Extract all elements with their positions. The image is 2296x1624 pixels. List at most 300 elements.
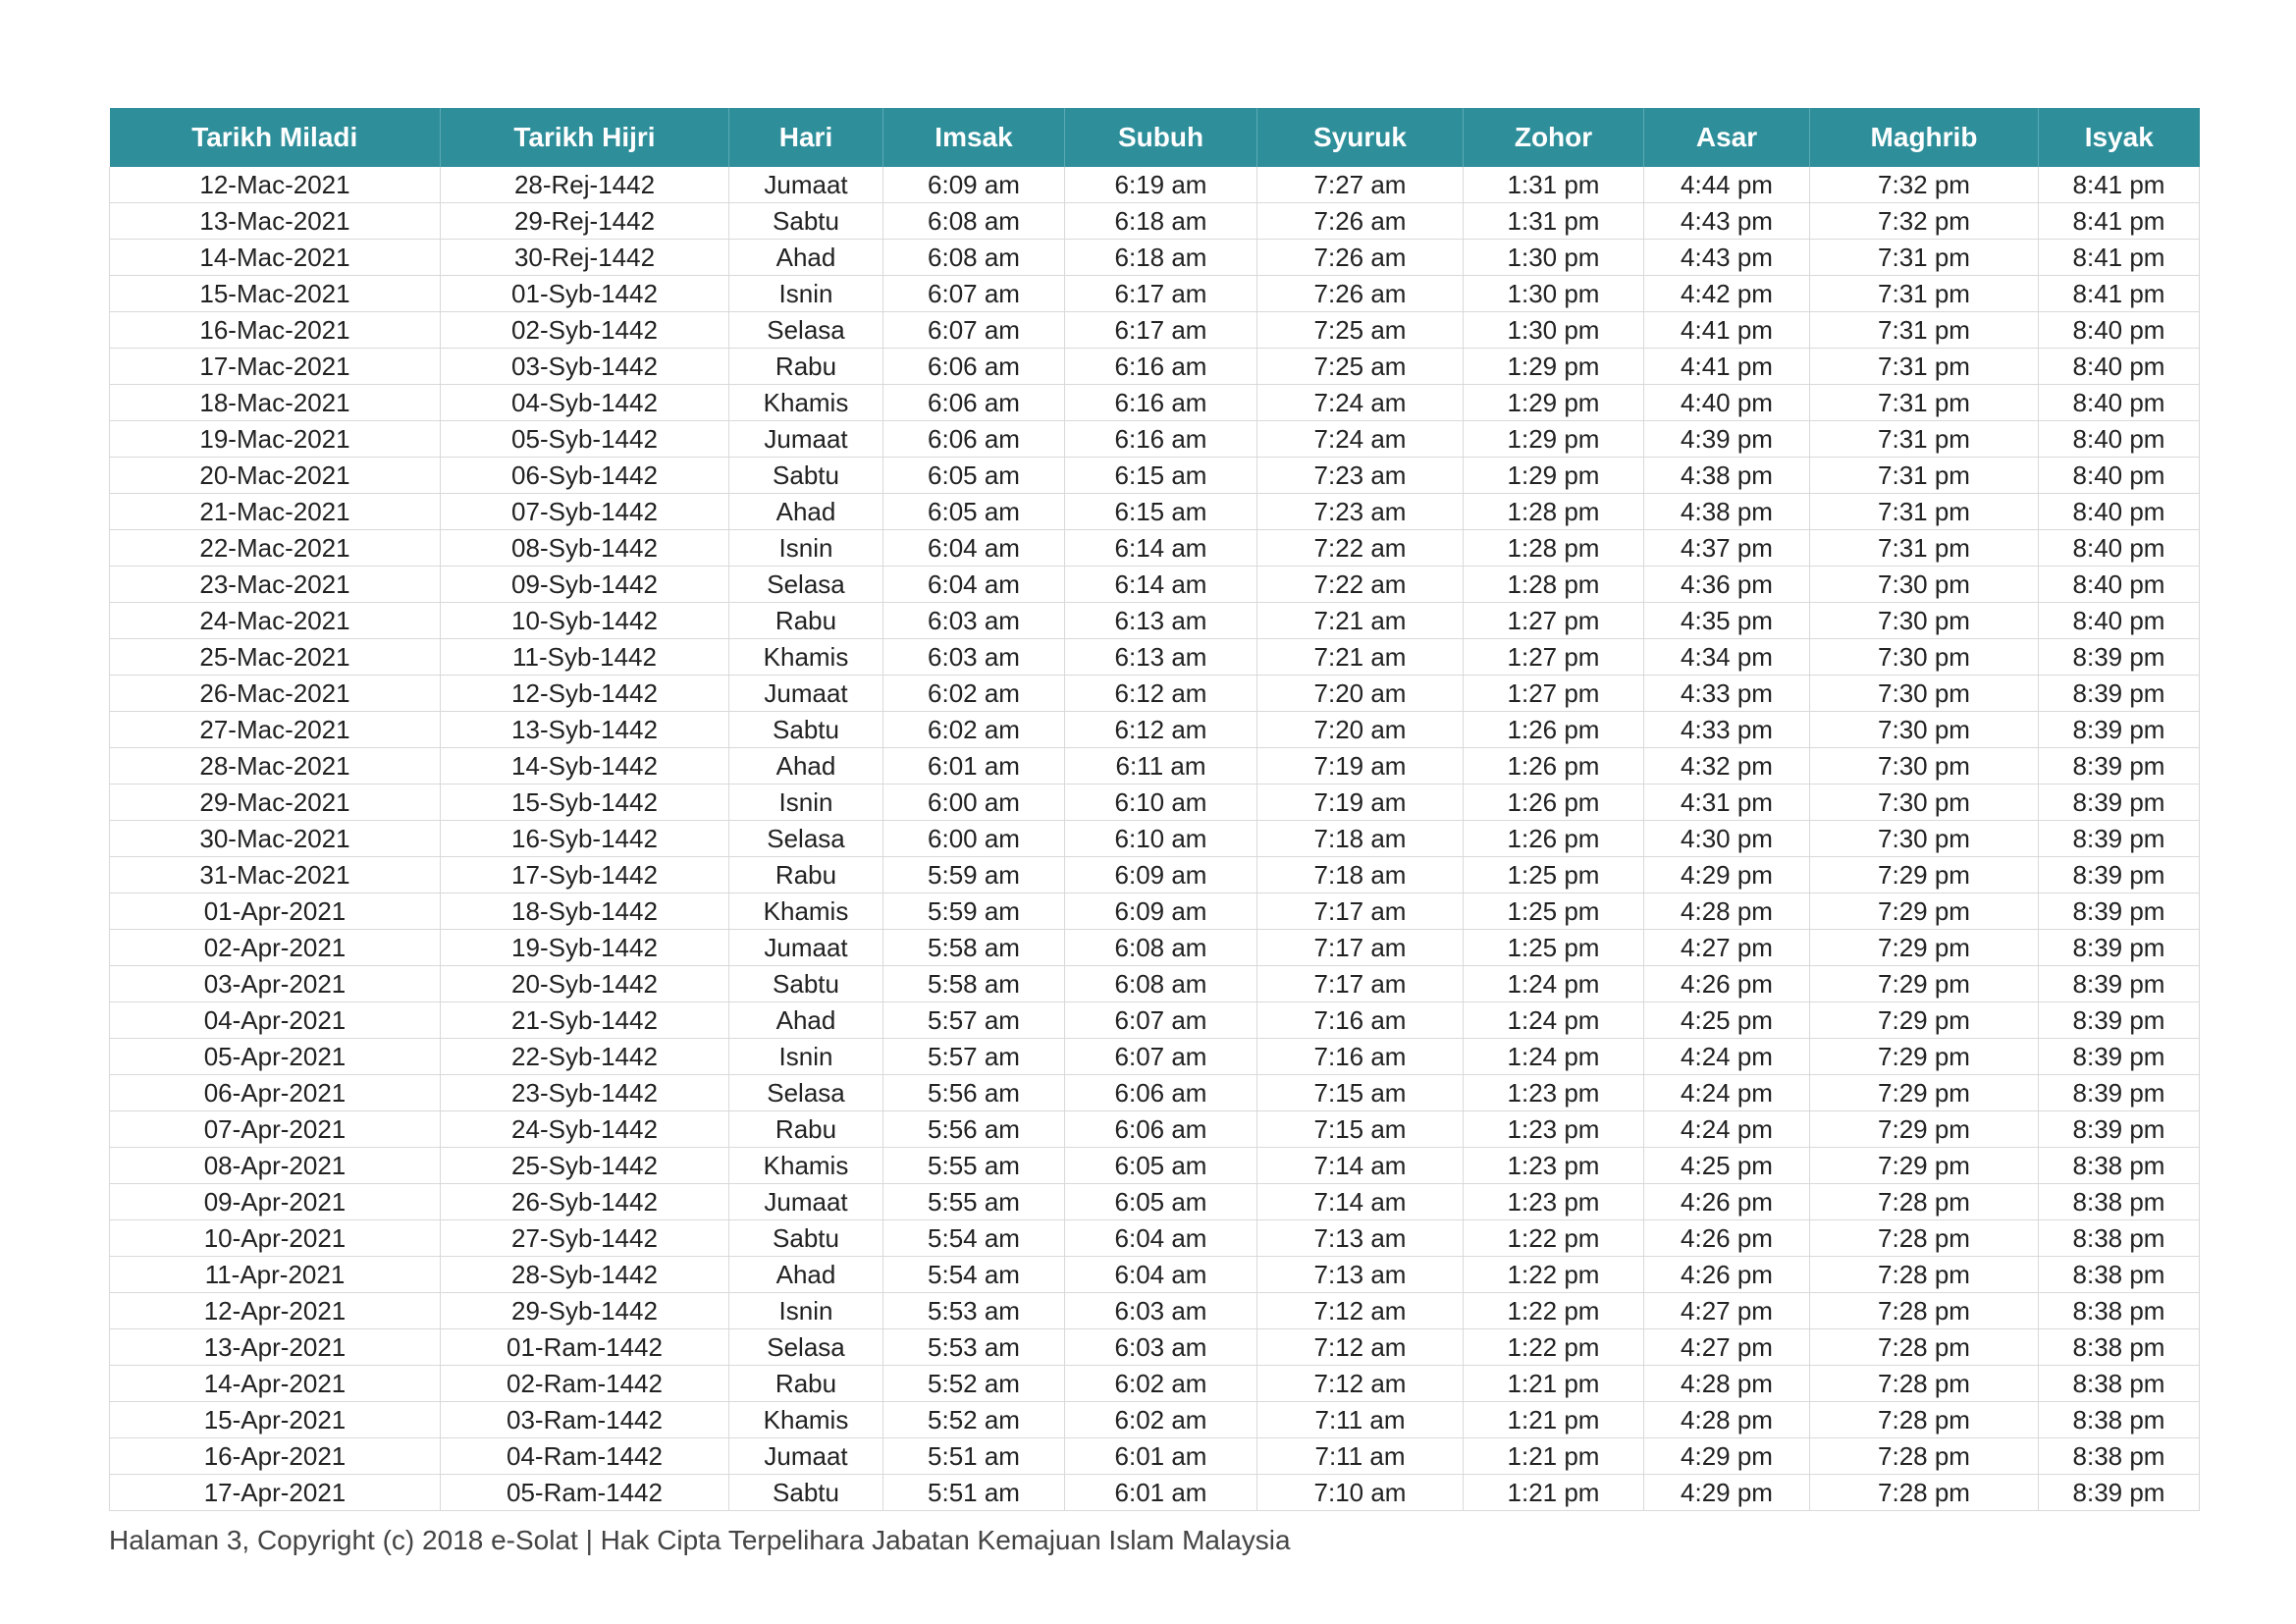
header-row — [110, 108, 2200, 167]
cell-maghrib: 7:30 pm — [1810, 639, 2039, 676]
cell-tarikh-hijri: 06-Syb-1442 — [441, 458, 729, 494]
cell-syuruk: 7:26 am — [1257, 203, 1464, 240]
table-row — [110, 240, 2200, 276]
cell-hari: Sabtu — [729, 966, 883, 1002]
cell-isyak: 8:38 pm — [2039, 1293, 2200, 1329]
cell-subuh: 6:16 am — [1065, 349, 1257, 385]
cell-subuh: 6:14 am — [1065, 530, 1257, 567]
cell-tarikh-miladi: 01-Apr-2021 — [110, 893, 441, 930]
cell-syuruk: 7:14 am — [1257, 1184, 1464, 1220]
cell-zohor: 1:25 pm — [1464, 857, 1644, 893]
cell-isyak: 8:39 pm — [2039, 1111, 2200, 1148]
cell-asar: 4:26 pm — [1644, 1220, 1810, 1257]
cell-subuh: 6:03 am — [1065, 1329, 1257, 1366]
cell-tarikh-miladi: 22-Mac-2021 — [110, 530, 441, 567]
cell-asar: 4:27 pm — [1644, 1293, 1810, 1329]
cell-isyak: 8:40 pm — [2039, 385, 2200, 421]
cell-hari: Selasa — [729, 1075, 883, 1111]
table-row — [110, 676, 2200, 712]
cell-isyak: 8:41 pm — [2039, 203, 2200, 240]
cell-tarikh-hijri: 23-Syb-1442 — [441, 1075, 729, 1111]
cell-tarikh-hijri: 02-Ram-1442 — [441, 1366, 729, 1402]
cell-maghrib: 7:32 pm — [1810, 167, 2039, 203]
cell-syuruk: 7:14 am — [1257, 1148, 1464, 1184]
table-row — [110, 1257, 2200, 1293]
cell-asar: 4:35 pm — [1644, 603, 1810, 639]
cell-tarikh-miladi: 14-Mac-2021 — [110, 240, 441, 276]
cell-zohor: 1:23 pm — [1464, 1184, 1644, 1220]
cell-maghrib: 7:28 pm — [1810, 1475, 2039, 1511]
cell-tarikh-miladi: 17-Mac-2021 — [110, 349, 441, 385]
cell-zohor: 1:23 pm — [1464, 1111, 1644, 1148]
cell-zohor: 1:21 pm — [1464, 1366, 1644, 1402]
cell-hari: Sabtu — [729, 203, 883, 240]
cell-maghrib: 7:31 pm — [1810, 530, 2039, 567]
cell-subuh: 6:18 am — [1065, 240, 1257, 276]
cell-tarikh-miladi: 25-Mac-2021 — [110, 639, 441, 676]
cell-maghrib: 7:31 pm — [1810, 276, 2039, 312]
cell-asar: 4:24 pm — [1644, 1039, 1810, 1075]
cell-isyak: 8:41 pm — [2039, 167, 2200, 203]
cell-subuh: 6:12 am — [1065, 712, 1257, 748]
cell-zohor: 1:29 pm — [1464, 458, 1644, 494]
cell-syuruk: 7:16 am — [1257, 1039, 1464, 1075]
cell-hari: Jumaat — [729, 421, 883, 458]
cell-hari: Ahad — [729, 1002, 883, 1039]
cell-imsak: 5:53 am — [883, 1293, 1065, 1329]
cell-tarikh-hijri: 29-Syb-1442 — [441, 1293, 729, 1329]
cell-subuh: 6:19 am — [1065, 167, 1257, 203]
cell-hari: Selasa — [729, 567, 883, 603]
cell-tarikh-hijri: 21-Syb-1442 — [441, 1002, 729, 1039]
cell-asar: 4:27 pm — [1644, 1329, 1810, 1366]
table-row — [110, 458, 2200, 494]
cell-asar: 4:28 pm — [1644, 1366, 1810, 1402]
cell-asar: 4:24 pm — [1644, 1111, 1810, 1148]
cell-hari: Selasa — [729, 1329, 883, 1366]
table-row — [110, 349, 2200, 385]
cell-maghrib: 7:31 pm — [1810, 349, 2039, 385]
cell-asar: 4:26 pm — [1644, 1184, 1810, 1220]
cell-syuruk: 7:15 am — [1257, 1075, 1464, 1111]
cell-tarikh-hijri: 03-Syb-1442 — [441, 349, 729, 385]
cell-hari: Khamis — [729, 1402, 883, 1438]
cell-imsak: 6:04 am — [883, 567, 1065, 603]
cell-tarikh-miladi: 18-Mac-2021 — [110, 385, 441, 421]
cell-syuruk: 7:13 am — [1257, 1220, 1464, 1257]
cell-tarikh-miladi: 12-Mac-2021 — [110, 167, 441, 203]
cell-maghrib: 7:28 pm — [1810, 1402, 2039, 1438]
cell-zohor: 1:27 pm — [1464, 676, 1644, 712]
cell-tarikh-hijri: 15-Syb-1442 — [441, 785, 729, 821]
cell-syuruk: 7:12 am — [1257, 1293, 1464, 1329]
cell-imsak: 5:58 am — [883, 966, 1065, 1002]
column-header-hari: Hari — [729, 108, 883, 167]
cell-maghrib: 7:28 pm — [1810, 1257, 2039, 1293]
cell-hari: Jumaat — [729, 930, 883, 966]
cell-asar: 4:24 pm — [1644, 1075, 1810, 1111]
cell-syuruk: 7:12 am — [1257, 1366, 1464, 1402]
cell-subuh: 6:15 am — [1065, 494, 1257, 530]
cell-imsak: 5:57 am — [883, 1002, 1065, 1039]
cell-isyak: 8:40 pm — [2039, 603, 2200, 639]
table-row — [110, 1111, 2200, 1148]
cell-tarikh-miladi: 03-Apr-2021 — [110, 966, 441, 1002]
cell-subuh: 6:03 am — [1065, 1293, 1257, 1329]
cell-tarikh-miladi: 07-Apr-2021 — [110, 1111, 441, 1148]
column-header-tarikh-hijri: Tarikh Hijri — [441, 108, 729, 167]
cell-tarikh-miladi: 17-Apr-2021 — [110, 1475, 441, 1511]
cell-maghrib: 7:31 pm — [1810, 458, 2039, 494]
cell-maghrib: 7:29 pm — [1810, 966, 2039, 1002]
cell-tarikh-hijri: 26-Syb-1442 — [441, 1184, 729, 1220]
cell-asar: 4:26 pm — [1644, 966, 1810, 1002]
cell-imsak: 5:54 am — [883, 1257, 1065, 1293]
cell-maghrib: 7:30 pm — [1810, 676, 2039, 712]
cell-asar: 4:33 pm — [1644, 712, 1810, 748]
cell-maghrib: 7:29 pm — [1810, 893, 2039, 930]
table-header — [110, 108, 2200, 167]
cell-maghrib: 7:30 pm — [1810, 748, 2039, 785]
cell-maghrib: 7:29 pm — [1810, 1148, 2039, 1184]
cell-subuh: 6:08 am — [1065, 966, 1257, 1002]
table-row — [110, 603, 2200, 639]
cell-asar: 4:38 pm — [1644, 494, 1810, 530]
cell-imsak: 5:52 am — [883, 1402, 1065, 1438]
cell-asar: 4:30 pm — [1644, 821, 1810, 857]
cell-isyak: 8:39 pm — [2039, 821, 2200, 857]
cell-hari: Sabtu — [729, 1475, 883, 1511]
cell-zohor: 1:22 pm — [1464, 1257, 1644, 1293]
cell-maghrib: 7:28 pm — [1810, 1329, 2039, 1366]
cell-maghrib: 7:29 pm — [1810, 1075, 2039, 1111]
table-row — [110, 385, 2200, 421]
cell-maghrib: 7:28 pm — [1810, 1366, 2039, 1402]
cell-isyak: 8:38 pm — [2039, 1220, 2200, 1257]
table-row — [110, 1293, 2200, 1329]
cell-asar: 4:43 pm — [1644, 240, 1810, 276]
cell-subuh: 6:16 am — [1065, 385, 1257, 421]
cell-syuruk: 7:23 am — [1257, 494, 1464, 530]
cell-imsak: 5:54 am — [883, 1220, 1065, 1257]
cell-maghrib: 7:31 pm — [1810, 240, 2039, 276]
cell-hari: Khamis — [729, 385, 883, 421]
cell-tarikh-miladi: 15-Apr-2021 — [110, 1402, 441, 1438]
cell-isyak: 8:39 pm — [2039, 966, 2200, 1002]
cell-hari: Isnin — [729, 1293, 883, 1329]
cell-tarikh-hijri: 20-Syb-1442 — [441, 966, 729, 1002]
cell-hari: Isnin — [729, 530, 883, 567]
cell-maghrib: 7:29 pm — [1810, 930, 2039, 966]
cell-maghrib: 7:30 pm — [1810, 603, 2039, 639]
cell-syuruk: 7:20 am — [1257, 712, 1464, 748]
cell-hari: Rabu — [729, 603, 883, 639]
cell-syuruk: 7:13 am — [1257, 1257, 1464, 1293]
cell-imsak: 6:00 am — [883, 821, 1065, 857]
table-row — [110, 167, 2200, 203]
cell-tarikh-hijri: 01-Ram-1442 — [441, 1329, 729, 1366]
cell-tarikh-miladi: 15-Mac-2021 — [110, 276, 441, 312]
cell-zohor: 1:21 pm — [1464, 1438, 1644, 1475]
cell-syuruk: 7:26 am — [1257, 240, 1464, 276]
cell-subuh: 6:09 am — [1065, 857, 1257, 893]
cell-tarikh-hijri: 09-Syb-1442 — [441, 567, 729, 603]
table-row — [110, 276, 2200, 312]
cell-syuruk: 7:21 am — [1257, 639, 1464, 676]
cell-tarikh-miladi: 08-Apr-2021 — [110, 1148, 441, 1184]
cell-maghrib: 7:29 pm — [1810, 1039, 2039, 1075]
cell-tarikh-miladi: 30-Mac-2021 — [110, 821, 441, 857]
cell-subuh: 6:10 am — [1065, 821, 1257, 857]
cell-isyak: 8:40 pm — [2039, 530, 2200, 567]
cell-zohor: 1:31 pm — [1464, 203, 1644, 240]
cell-hari: Ahad — [729, 748, 883, 785]
cell-syuruk: 7:27 am — [1257, 167, 1464, 203]
cell-isyak: 8:41 pm — [2039, 276, 2200, 312]
cell-syuruk: 7:20 am — [1257, 676, 1464, 712]
cell-tarikh-hijri: 02-Syb-1442 — [441, 312, 729, 349]
table-body — [110, 167, 2200, 1511]
cell-tarikh-miladi: 21-Mac-2021 — [110, 494, 441, 530]
column-header-tarikh-miladi: Tarikh Miladi — [110, 108, 441, 167]
cell-tarikh-hijri: 16-Syb-1442 — [441, 821, 729, 857]
cell-hari: Sabtu — [729, 1220, 883, 1257]
cell-asar: 4:39 pm — [1644, 421, 1810, 458]
cell-maghrib: 7:30 pm — [1810, 567, 2039, 603]
cell-tarikh-miladi: 12-Apr-2021 — [110, 1293, 441, 1329]
table-row — [110, 821, 2200, 857]
cell-tarikh-hijri: 04-Ram-1442 — [441, 1438, 729, 1475]
cell-isyak: 8:40 pm — [2039, 458, 2200, 494]
cell-tarikh-miladi: 16-Apr-2021 — [110, 1438, 441, 1475]
cell-tarikh-hijri: 12-Syb-1442 — [441, 676, 729, 712]
cell-tarikh-hijri: 30-Rej-1442 — [441, 240, 729, 276]
cell-maghrib: 7:28 pm — [1810, 1293, 2039, 1329]
table-row — [110, 857, 2200, 893]
cell-asar: 4:36 pm — [1644, 567, 1810, 603]
column-header-isyak: Isyak — [2039, 108, 2200, 167]
cell-maghrib: 7:32 pm — [1810, 203, 2039, 240]
cell-subuh: 6:10 am — [1065, 785, 1257, 821]
cell-isyak: 8:40 pm — [2039, 567, 2200, 603]
cell-subuh: 6:17 am — [1065, 276, 1257, 312]
table-row — [110, 1148, 2200, 1184]
cell-zohor: 1:27 pm — [1464, 639, 1644, 676]
cell-asar: 4:26 pm — [1644, 1257, 1810, 1293]
cell-subuh: 6:05 am — [1065, 1148, 1257, 1184]
table-row — [110, 930, 2200, 966]
cell-hari: Isnin — [729, 785, 883, 821]
cell-syuruk: 7:18 am — [1257, 821, 1464, 857]
cell-maghrib: 7:30 pm — [1810, 712, 2039, 748]
cell-isyak: 8:38 pm — [2039, 1402, 2200, 1438]
cell-isyak: 8:40 pm — [2039, 421, 2200, 458]
cell-isyak: 8:39 pm — [2039, 639, 2200, 676]
table-row — [110, 1184, 2200, 1220]
cell-syuruk: 7:23 am — [1257, 458, 1464, 494]
cell-asar: 4:33 pm — [1644, 676, 1810, 712]
cell-imsak: 5:53 am — [883, 1329, 1065, 1366]
cell-hari: Sabtu — [729, 712, 883, 748]
cell-tarikh-hijri: 11-Syb-1442 — [441, 639, 729, 676]
cell-subuh: 6:01 am — [1065, 1438, 1257, 1475]
cell-hari: Selasa — [729, 821, 883, 857]
table-row — [110, 893, 2200, 930]
cell-maghrib: 7:30 pm — [1810, 785, 2039, 821]
cell-imsak: 6:00 am — [883, 785, 1065, 821]
page-footer: Halaman 3, Copyright (c) 2018 e-Solat | Hak Cipta Terpelihara Jabatan Kemajuan Islam Malaysia — [109, 1525, 1291, 1555]
cell-asar: 4:31 pm — [1644, 785, 1810, 821]
cell-tarikh-hijri: 24-Syb-1442 — [441, 1111, 729, 1148]
column-header-asar: Asar — [1644, 108, 1810, 167]
cell-zohor: 1:26 pm — [1464, 712, 1644, 748]
cell-zohor: 1:24 pm — [1464, 1002, 1644, 1039]
column-header-maghrib: Maghrib — [1810, 108, 2039, 167]
table-row — [110, 421, 2200, 458]
cell-tarikh-miladi: 14-Apr-2021 — [110, 1366, 441, 1402]
cell-tarikh-miladi: 31-Mac-2021 — [110, 857, 441, 893]
cell-hari: Isnin — [729, 1039, 883, 1075]
table-row — [110, 785, 2200, 821]
cell-hari: Isnin — [729, 276, 883, 312]
cell-maghrib: 7:29 pm — [1810, 857, 2039, 893]
cell-syuruk: 7:25 am — [1257, 312, 1464, 349]
table-row — [110, 966, 2200, 1002]
cell-imsak: 6:07 am — [883, 276, 1065, 312]
cell-syuruk: 7:12 am — [1257, 1329, 1464, 1366]
cell-isyak: 8:38 pm — [2039, 1366, 2200, 1402]
cell-subuh: 6:06 am — [1065, 1111, 1257, 1148]
cell-subuh: 6:01 am — [1065, 1475, 1257, 1511]
cell-hari: Khamis — [729, 893, 883, 930]
cell-tarikh-hijri: 27-Syb-1442 — [441, 1220, 729, 1257]
table-row — [110, 639, 2200, 676]
cell-subuh: 6:12 am — [1065, 676, 1257, 712]
table-row — [110, 203, 2200, 240]
cell-subuh: 6:05 am — [1065, 1184, 1257, 1220]
cell-subuh: 6:08 am — [1065, 930, 1257, 966]
cell-zohor: 1:31 pm — [1464, 167, 1644, 203]
cell-hari: Selasa — [729, 312, 883, 349]
column-header-subuh: Subuh — [1065, 108, 1257, 167]
cell-hari: Sabtu — [729, 458, 883, 494]
cell-syuruk: 7:26 am — [1257, 276, 1464, 312]
cell-zohor: 1:29 pm — [1464, 349, 1644, 385]
cell-isyak: 8:39 pm — [2039, 785, 2200, 821]
cell-tarikh-hijri: 14-Syb-1442 — [441, 748, 729, 785]
cell-syuruk: 7:17 am — [1257, 966, 1464, 1002]
cell-imsak: 5:58 am — [883, 930, 1065, 966]
table-row — [110, 1438, 2200, 1475]
cell-imsak: 5:51 am — [883, 1438, 1065, 1475]
cell-tarikh-hijri: 07-Syb-1442 — [441, 494, 729, 530]
cell-tarikh-hijri: 28-Syb-1442 — [441, 1257, 729, 1293]
cell-imsak: 6:02 am — [883, 676, 1065, 712]
cell-imsak: 5:55 am — [883, 1148, 1065, 1184]
cell-zohor: 1:22 pm — [1464, 1293, 1644, 1329]
table-row — [110, 530, 2200, 567]
cell-zohor: 1:22 pm — [1464, 1220, 1644, 1257]
cell-imsak: 6:05 am — [883, 494, 1065, 530]
cell-imsak: 6:06 am — [883, 421, 1065, 458]
cell-tarikh-hijri: 19-Syb-1442 — [441, 930, 729, 966]
cell-tarikh-miladi: 16-Mac-2021 — [110, 312, 441, 349]
cell-tarikh-miladi: 10-Apr-2021 — [110, 1220, 441, 1257]
cell-imsak: 5:52 am — [883, 1366, 1065, 1402]
table-row — [110, 1329, 2200, 1366]
cell-maghrib: 7:31 pm — [1810, 312, 2039, 349]
cell-tarikh-miladi: 19-Mac-2021 — [110, 421, 441, 458]
cell-maghrib: 7:29 pm — [1810, 1111, 2039, 1148]
cell-zohor: 1:25 pm — [1464, 893, 1644, 930]
cell-subuh: 6:13 am — [1065, 639, 1257, 676]
table-row — [110, 1475, 2200, 1511]
cell-subuh: 6:16 am — [1065, 421, 1257, 458]
cell-tarikh-miladi: 09-Apr-2021 — [110, 1184, 441, 1220]
cell-subuh: 6:04 am — [1065, 1220, 1257, 1257]
table-row — [110, 1220, 2200, 1257]
cell-zohor: 1:22 pm — [1464, 1329, 1644, 1366]
cell-zohor: 1:23 pm — [1464, 1075, 1644, 1111]
cell-syuruk: 7:17 am — [1257, 893, 1464, 930]
cell-subuh: 6:06 am — [1065, 1075, 1257, 1111]
cell-zohor: 1:24 pm — [1464, 966, 1644, 1002]
cell-imsak: 6:01 am — [883, 748, 1065, 785]
cell-tarikh-hijri: 13-Syb-1442 — [441, 712, 729, 748]
cell-subuh: 6:09 am — [1065, 893, 1257, 930]
cell-zohor: 1:30 pm — [1464, 276, 1644, 312]
cell-tarikh-miladi: 05-Apr-2021 — [110, 1039, 441, 1075]
cell-syuruk: 7:15 am — [1257, 1111, 1464, 1148]
cell-tarikh-hijri: 01-Syb-1442 — [441, 276, 729, 312]
cell-zohor: 1:23 pm — [1464, 1148, 1644, 1184]
cell-isyak: 8:39 pm — [2039, 712, 2200, 748]
cell-isyak: 8:39 pm — [2039, 748, 2200, 785]
cell-isyak: 8:39 pm — [2039, 857, 2200, 893]
cell-hari: Rabu — [729, 349, 883, 385]
cell-tarikh-hijri: 22-Syb-1442 — [441, 1039, 729, 1075]
cell-syuruk: 7:25 am — [1257, 349, 1464, 385]
cell-tarikh-hijri: 17-Syb-1442 — [441, 857, 729, 893]
cell-asar: 4:42 pm — [1644, 276, 1810, 312]
cell-isyak: 8:39 pm — [2039, 1075, 2200, 1111]
cell-zohor: 1:28 pm — [1464, 567, 1644, 603]
cell-imsak: 6:08 am — [883, 240, 1065, 276]
cell-syuruk: 7:11 am — [1257, 1402, 1464, 1438]
cell-asar: 4:40 pm — [1644, 385, 1810, 421]
table-row — [110, 1039, 2200, 1075]
cell-syuruk: 7:21 am — [1257, 603, 1464, 639]
cell-isyak: 8:39 pm — [2039, 1475, 2200, 1511]
cell-subuh: 6:11 am — [1065, 748, 1257, 785]
cell-syuruk: 7:18 am — [1257, 857, 1464, 893]
cell-tarikh-miladi: 06-Apr-2021 — [110, 1075, 441, 1111]
cell-zohor: 1:28 pm — [1464, 530, 1644, 567]
cell-zohor: 1:21 pm — [1464, 1475, 1644, 1511]
prayer-times-table — [109, 108, 2200, 1511]
cell-hari: Ahad — [729, 1257, 883, 1293]
cell-isyak: 8:39 pm — [2039, 1039, 2200, 1075]
cell-isyak: 8:39 pm — [2039, 1002, 2200, 1039]
cell-imsak: 6:03 am — [883, 639, 1065, 676]
cell-isyak: 8:41 pm — [2039, 240, 2200, 276]
cell-maghrib: 7:29 pm — [1810, 1002, 2039, 1039]
table-row — [110, 567, 2200, 603]
cell-syuruk: 7:19 am — [1257, 785, 1464, 821]
cell-maghrib: 7:31 pm — [1810, 494, 2039, 530]
table-row — [110, 1366, 2200, 1402]
cell-zohor: 1:25 pm — [1464, 930, 1644, 966]
